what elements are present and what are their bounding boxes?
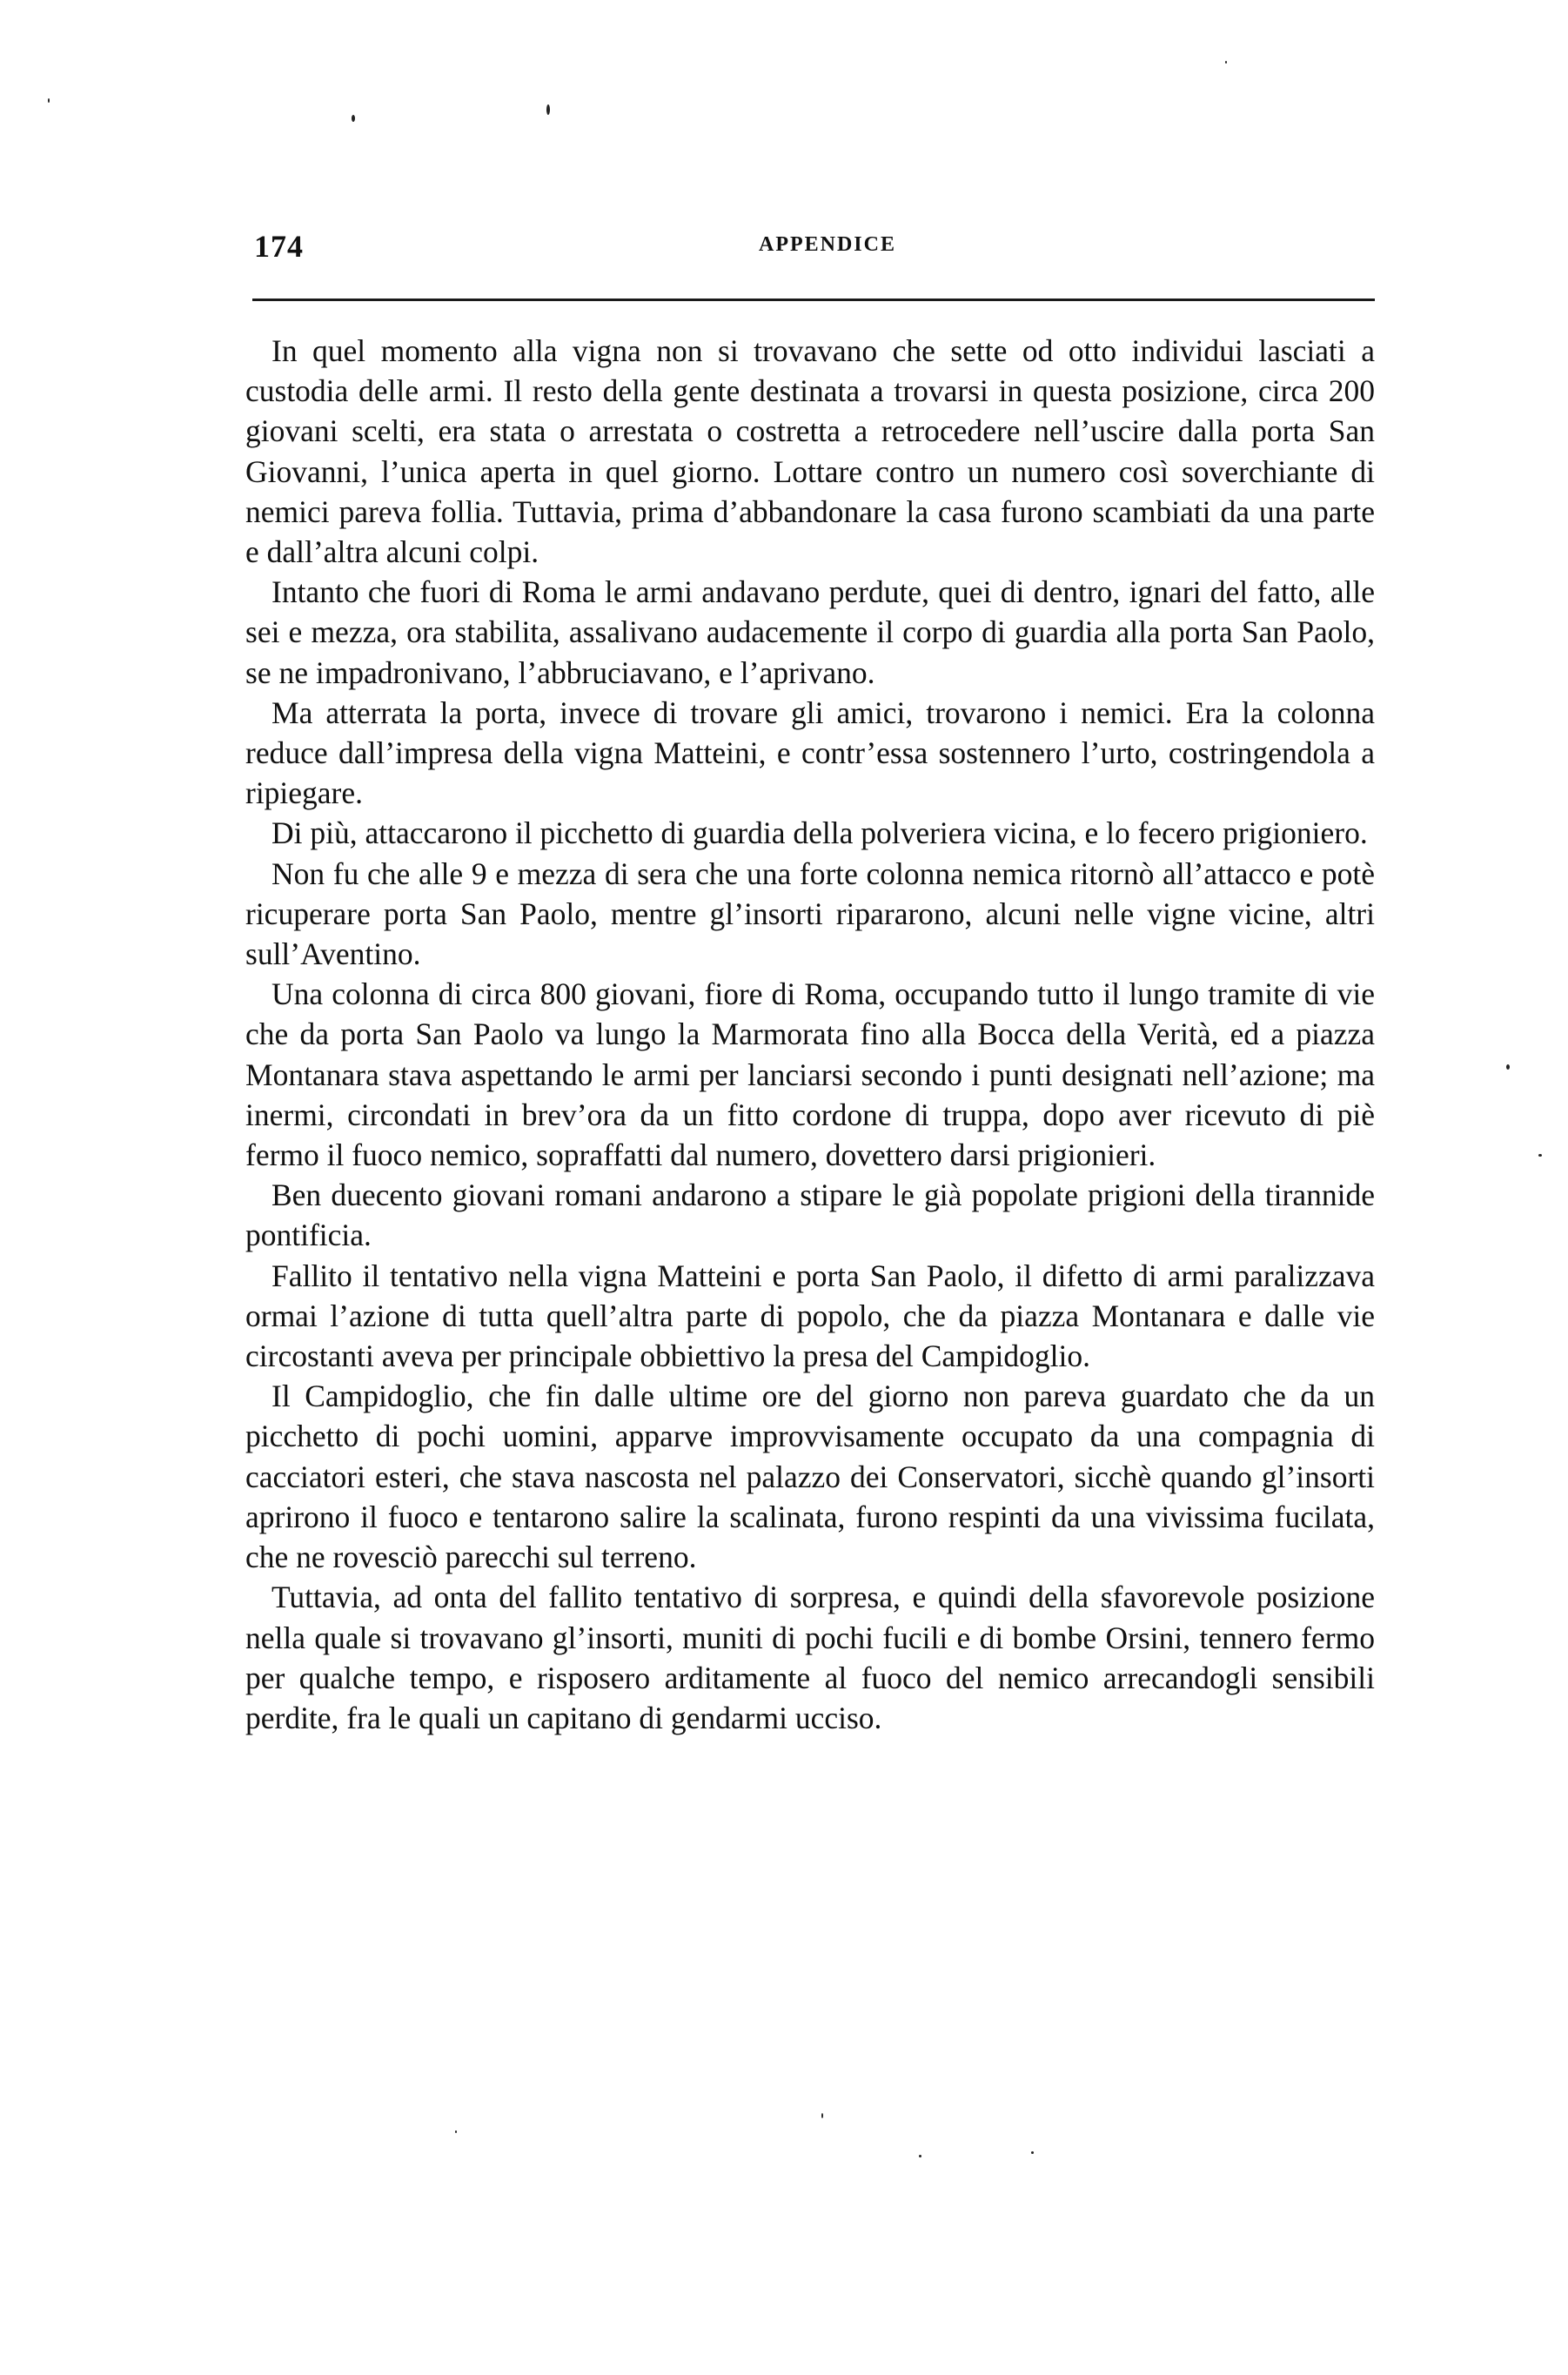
paragraph: Il Campidoglio, che fin dalle ultime ore del giorno non pareva guardato che da un picchetto di pochi uomini, apparve improvvisamente occupato da una compagnia di cacciatori esteri, che stava nascosta nel palazzo dei Conservatori, sicchè quando gl’insorti aprirono il fuoco e tentarono salire la scalinata, furono respinti da una vivissima fucilata, che ne rovesciò parecchi sul terreno. [245,1379,1375,1575]
scan-speck [1225,61,1227,64]
paragraph: In quel momento alla vigna non si trovavano che sette od otto individui lasciati a custodia delle armi. Il resto della gente destinata a trovarsi in questa posizione, circa 200 giovani scelti, era stata o arrestata o costretta a retrocedere nell’uscire dalla porta San Giovanni, l’unica aperta in quel giorno. Lottare contro un numero così soverchiante di nemici pareva follia. Tuttavia, prima d’abbandonare la casa furono scambiati da una parte e dall’altra alcuni colpi. [245,333,1375,570]
paragraph: Di più, attaccarono il picchetto di guardia della polveriera vicina, e lo fecero prigioniero. [271,815,1368,851]
scan-speck [546,104,550,115]
paragraph: Non fu che alle 9 e mezza di sera che una forte colonna nemica ritornò all’attacco e potè ricuperare porta San Paolo, mentre gl’insorti ripararono, alcuni nelle vigne vicine, altri sull’Aventino. [245,855,1375,972]
running-title: APPENDICE [758,233,896,256]
scan-speck [821,2113,823,2118]
body-text [245,331,1375,1738]
paragraph: Fallito il tentativo nella vigna Matteini e porta San Paolo, il difetto di armi paralizzava ormai l’azione di tutta quell’altra parte di popolo, che da piazza Montanara e dalle vie circostanti aveva per principale obbiettivo la presa del Campidoglio. [245,1258,1375,1374]
scan-speck [1538,1154,1542,1157]
paragraph: Una colonna di circa 800 giovani, fiore di Roma, occupando tutto il lungo tramite di vie che da porta San Paolo va lungo la Marmorata fino alla Bocca della Verità, ed a piazza Montanara stava aspettando le armi per lanciarsi secondo i punti designati nell’azione; ma inermi, circondati in brev’ora da un fitto cordone di truppa, dopo aver ricevuto di piè fermo il fuoco nemico, sopraffatti dal numero, dovettero darsi prigionieri. [245,976,1375,1173]
paragraph: Ben duecento giovani romani andarono a stipare le già popolate prigioni della tirannide pontificia. [245,1177,1375,1253]
scan-speck [1031,2151,1034,2154]
paragraph: Ma atterrata la porta, invece di trovare gli amici, trovarono i nemici. Era la colonna reduce dall’impresa della vigna Matteini, e contr’essa sostennero l’urto, costringendola a ripiegare. [245,694,1375,811]
scan-speck [455,2130,457,2133]
header-rule [252,299,1375,301]
scan-speck [1506,1064,1510,1070]
scan-speck [48,98,50,103]
paragraph: Intanto che fuori di Roma le armi andavano perdute, quei di dentro, ignari del fatto, alle sei e mezza, ora stabilita, assalivano audacemente il corpo di guardia alla porta San Paolo, se ne impadronivano, l’abbruciavano, e l’aprivano. [245,574,1375,690]
scan-speck [919,2155,921,2157]
paragraph: Tuttavia, ad onta del fallito tentativo di sorpresa, e quindi della sfavorevole posizione nella quale si trovavano gl’insorti, muniti di pochi fucili e di bombe Orsini, tennero fermo per qualche tempo, e risposero arditamente al fuoco del nemico arrecandogli sensibili perdite, fra le quali un capitano di gendarmi ucciso. [245,1580,1375,1735]
scan-speck [352,115,355,122]
page-number: 174 [254,229,304,264]
running-head [245,228,1375,263]
